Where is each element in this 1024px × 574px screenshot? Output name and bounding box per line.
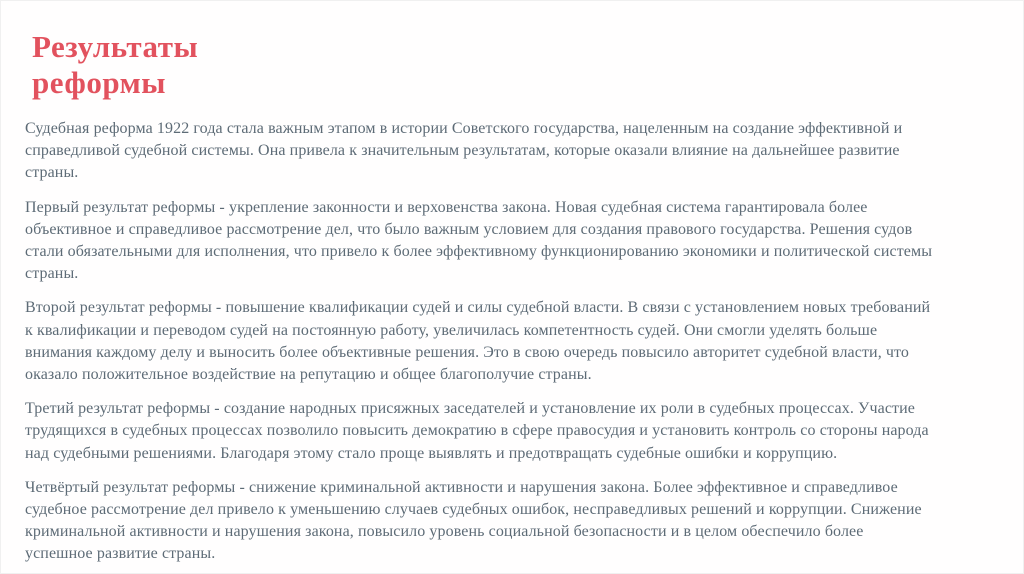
slide-body (25, 118, 933, 566)
body-paragraph-result-4: Четвёртый результат реформы - снижение криминальной активности и нарушения закона. Более эффективное и справедливое судебное рассмотрение дел привело к уменьшению случаев судебных ошибок, несправедливых решений и коррупции. Снижение криминальной активности и нарушения закона, повысило уровень социальной безопасности и в целом обеспечило более успешное развитие страны. (25, 478, 922, 563)
body-paragraph-result-2: Второй результат реформы - повышение квалификации судей и силы судебной власти. В связи с установлением новых требований к квалификации и переводом судей на постоянную работу, увеличилась компетентность судей. Они смогли уделять больше внимания каждому делу и выносить более объективные решения. Это в свою очередь повысило авторитет судебной власти, что оказало положительное воздействие на репутацию и общее благополучие страны. (25, 299, 931, 384)
slide-title (32, 29, 1023, 101)
slide-title-line-2: реформы (32, 65, 166, 100)
body-paragraph-result-3: Третий результат реформы - создание народных присяжных заседателей и установление их роли в судебных процессах. Участие трудящихся в судебных процессах позволило повысить демократию в сфере правосудия и установить контроль со стороны народа над судебными решениями. Благодаря этому стало проще выявлять и предотвращать судебные ошибки и коррупцию. (25, 400, 929, 462)
body-paragraph-intro: Судебная реформа 1922 года стала важным этапом в истории Советского государства, нацеленным на создание эффективной и справедливой судебной системы. Она привела к значительным результатам, которые оказали влияние на дальнейшее развитие страны. (25, 120, 903, 182)
slide-title-line-1: Результаты (32, 29, 199, 64)
body-paragraph-result-1: Первый результат реформы - укрепление законности и верховенства закона. Новая судебная система гарантировала более объективное и справедливое рассмотрение дел, что было важным условием для создания правового государства. Решения судов стали обязательными для исполнения, что привело к более эффективному функционированию экономики и политической системы страны. (25, 198, 933, 283)
